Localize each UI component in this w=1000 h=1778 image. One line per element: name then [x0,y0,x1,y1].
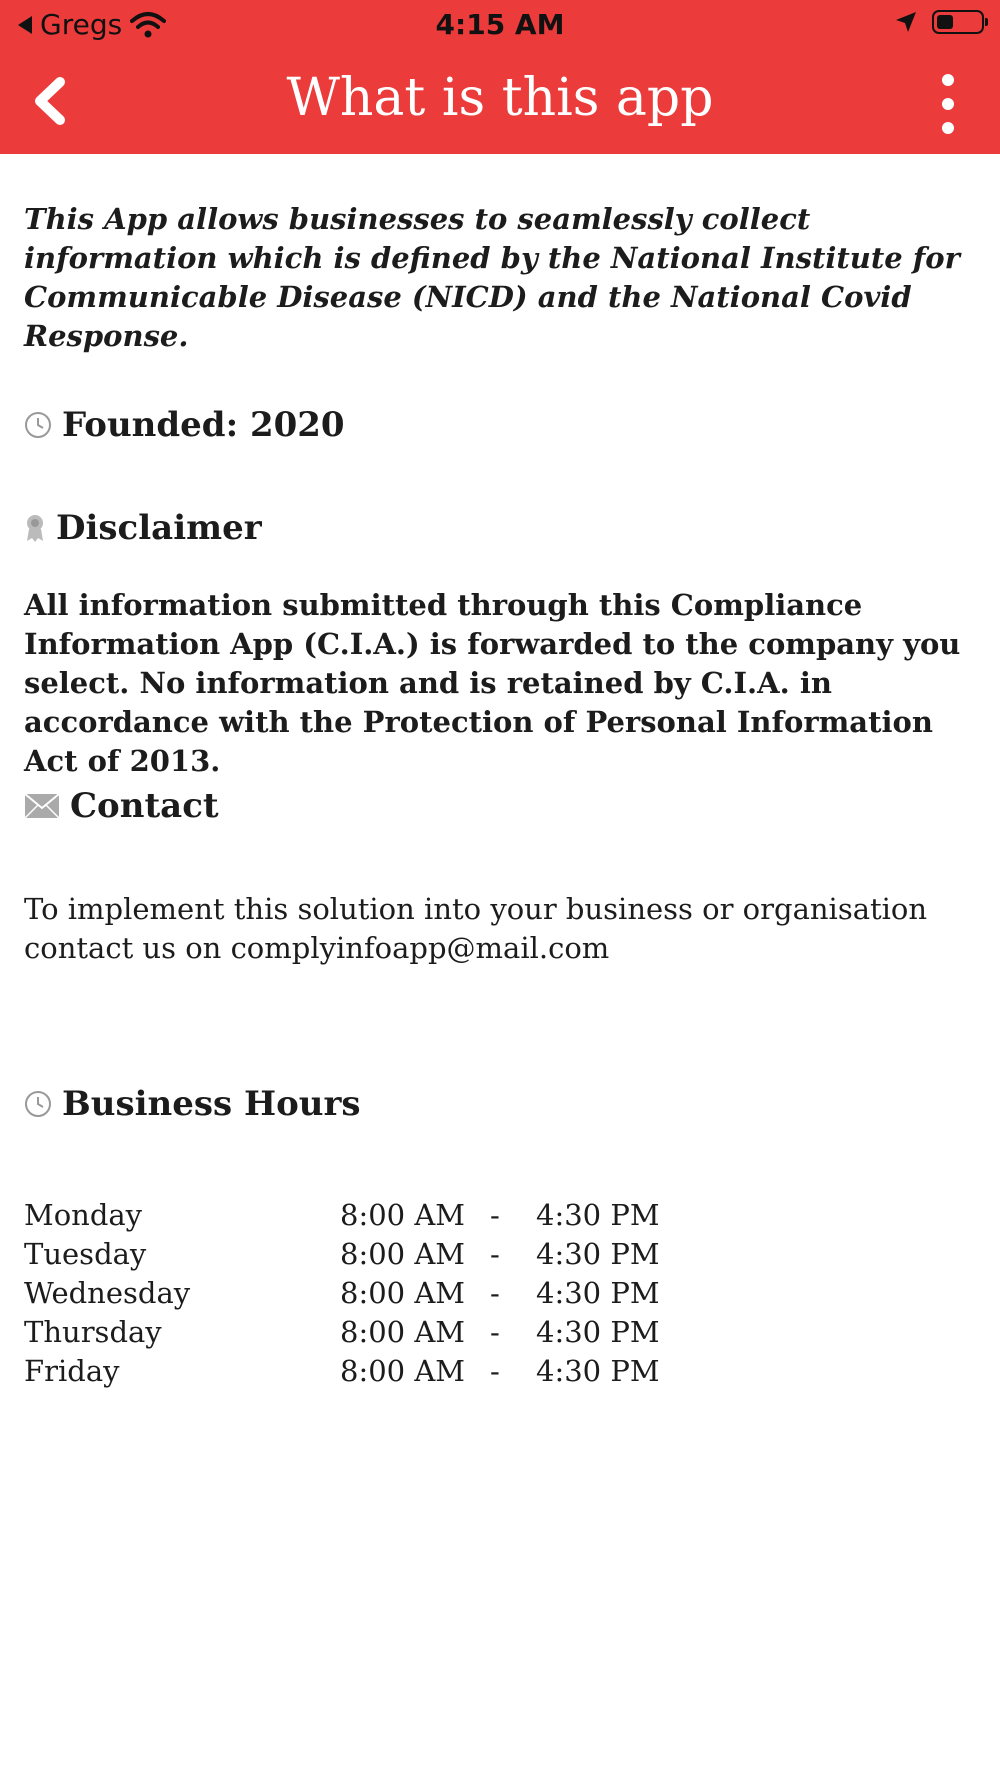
hours-row [24,1352,660,1391]
hours-day: Wednesday [24,1276,191,1310]
hours-separator: - [490,1276,500,1310]
carrier-label: Gregs [40,8,123,41]
hours-open: 8:00 AM [340,1198,465,1232]
location-arrow-icon [894,10,918,34]
hours-day: Monday [24,1198,143,1232]
contact-heading [24,786,219,826]
nav-bar [0,60,1000,150]
hours-row [24,1313,660,1352]
contact-text[interactable]: To implement this solution into your business or organisation contact us on complyinfoapp@mail.com [24,892,928,965]
disclaimer-text: All information submitted through this Compliance Information App (C.I.A.) is forwarded to the company you select. No information and is retained by C.I.A. in accordance with the Protection of Personal Information Act of 2013. [24,588,961,778]
status-bar [0,0,1000,50]
business-hours-heading [24,1084,361,1124]
disclaimer-heading [24,508,262,548]
status-time: 4:15 AM [435,8,565,41]
hours-separator: - [490,1315,500,1349]
business-hours-title: Business Hours [62,1084,361,1124]
business-hours-table [24,1196,660,1391]
hours-row [24,1274,660,1313]
hours-close: 4:30 PM [536,1198,660,1232]
intro-section [24,200,974,356]
envelope-icon [24,793,60,819]
hours-separator: - [490,1237,500,1271]
hours-open: 8:00 AM [340,1237,465,1271]
hours-day: Thursday [24,1315,162,1349]
hours-day: Tuesday [24,1237,147,1271]
hours-day: Friday [24,1354,120,1388]
clock-icon [24,1090,52,1118]
hours-close: 4:30 PM [536,1276,660,1310]
battery-icon [932,10,984,34]
founded-heading [24,405,345,445]
page-title: What is this app [286,68,714,128]
hours-separator: - [490,1354,500,1388]
more-dot [942,98,954,110]
disclaimer-title: Disclaimer [56,508,262,548]
hours-open: 8:00 AM [340,1354,465,1388]
hours-row [24,1196,660,1235]
more-dot [942,122,954,134]
more-dot [942,74,954,86]
hours-open: 8:00 AM [340,1276,465,1310]
founded-label: Founded: 2020 [62,405,345,445]
award-icon [24,513,46,543]
hours-close: 4:30 PM [536,1315,660,1349]
hours-row [24,1235,660,1274]
intro-text: This App allows businesses to seamlessly collect information which is defined by the National Institute for Communicable Disease (NICD) and the National Covid Response. [24,202,960,353]
hours-close: 4:30 PM [536,1237,660,1271]
more-menu-button[interactable] [938,74,958,134]
hours-separator: - [490,1198,500,1232]
clock-icon [24,411,52,439]
hours-close: 4:30 PM [536,1354,660,1388]
app-header [0,0,1000,154]
hours-open: 8:00 AM [340,1315,465,1349]
contact-title: Contact [70,786,219,826]
